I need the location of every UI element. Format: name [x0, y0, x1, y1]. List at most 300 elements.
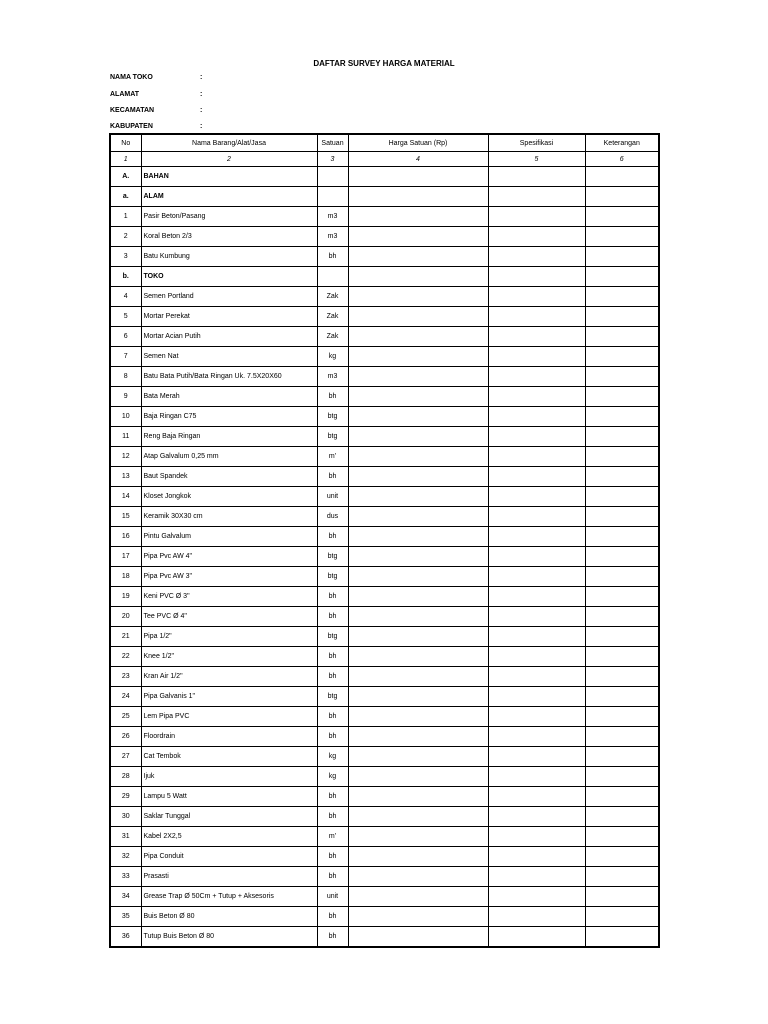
unit-price-cell — [348, 527, 488, 547]
specification-cell — [488, 247, 585, 267]
remarks-cell — [585, 187, 659, 207]
item-unit: dus — [317, 507, 348, 527]
item-name: Mortar Acian Putih — [141, 327, 317, 347]
table-row — [110, 787, 659, 807]
info-label: KABUPATEN — [110, 123, 153, 130]
specification-cell — [488, 467, 585, 487]
item-name: Ijuk — [141, 767, 317, 787]
info-separator: : — [200, 123, 203, 130]
item-unit: kg — [317, 767, 348, 787]
unit-price-cell — [348, 787, 488, 807]
specification-cell — [488, 487, 585, 507]
item-name: Reng Baja Ringan — [141, 427, 317, 447]
item-unit: kg — [317, 747, 348, 767]
remarks-cell — [585, 547, 659, 567]
unit-price-cell — [348, 227, 488, 247]
row-number: 9 — [110, 387, 141, 407]
row-number: 5 — [110, 307, 141, 327]
item-unit: m' — [317, 447, 348, 467]
item-name: Semen Portland — [141, 287, 317, 307]
remarks-cell — [585, 427, 659, 447]
unit-price-cell — [348, 887, 488, 907]
unit-price-cell — [348, 807, 488, 827]
row-number: 34 — [110, 887, 141, 907]
remarks-cell — [585, 647, 659, 667]
item-unit: Zak — [317, 307, 348, 327]
row-number: 21 — [110, 627, 141, 647]
row-number: 25 — [110, 707, 141, 727]
table-row — [110, 907, 659, 927]
remarks-cell — [585, 267, 659, 287]
item-unit: bh — [317, 847, 348, 867]
specification-cell — [488, 527, 585, 547]
item-unit: Zak — [317, 327, 348, 347]
table-row — [110, 207, 659, 227]
unit-price-cell — [348, 267, 488, 287]
item-unit: bh — [317, 707, 348, 727]
info-separator: : — [200, 107, 203, 114]
row-number: 8 — [110, 367, 141, 387]
unit-price-cell — [348, 767, 488, 787]
specification-cell — [488, 347, 585, 367]
remarks-cell — [585, 827, 659, 847]
table-row — [110, 767, 659, 787]
remarks-cell — [585, 467, 659, 487]
info-label: ALAMAT — [110, 91, 140, 98]
row-number: 23 — [110, 667, 141, 687]
info-line — [110, 123, 202, 130]
unit-price-cell — [348, 707, 488, 727]
section-row — [110, 187, 659, 207]
item-unit: bh — [317, 927, 348, 948]
row-number: 17 — [110, 547, 141, 567]
info-label: KECAMATAN — [110, 107, 155, 114]
row-number: 15 — [110, 507, 141, 527]
item-unit: btg — [317, 547, 348, 567]
row-number: 24 — [110, 687, 141, 707]
item-unit: bh — [317, 867, 348, 887]
item-name: Floordrain — [141, 727, 317, 747]
specification-cell — [488, 927, 585, 948]
item-unit: bh — [317, 807, 348, 827]
unit-price-cell — [348, 347, 488, 367]
table-row — [110, 447, 659, 467]
item-name: Tutup Buis Beton Ø 80 — [141, 927, 317, 948]
remarks-cell — [585, 287, 659, 307]
remarks-cell — [585, 307, 659, 327]
row-number: 35 — [110, 907, 141, 927]
header-unit: Satuan — [317, 134, 348, 152]
specification-cell — [488, 587, 585, 607]
item-name: Knee 1/2" — [141, 647, 317, 667]
unit-price-cell — [348, 207, 488, 227]
info-line — [110, 74, 202, 81]
item-name: Pintu Galvalum — [141, 527, 317, 547]
row-number: 36 — [110, 927, 141, 948]
item-name: Semen Nat — [141, 347, 317, 367]
unit-price-cell — [348, 847, 488, 867]
specification-cell — [488, 307, 585, 327]
item-name: Lampu 5 Watt — [141, 787, 317, 807]
item-unit: m3 — [317, 207, 348, 227]
specification-cell — [488, 607, 585, 627]
row-number: 11 — [110, 427, 141, 447]
unit-price-cell — [348, 907, 488, 927]
table-row — [110, 647, 659, 667]
remarks-cell — [585, 727, 659, 747]
table-row — [110, 527, 659, 547]
unit-price-cell — [348, 407, 488, 427]
unit-price-cell — [348, 427, 488, 447]
remarks-cell — [585, 167, 659, 187]
specification-cell — [488, 667, 585, 687]
remarks-cell — [585, 767, 659, 787]
table-row — [110, 827, 659, 847]
item-unit: btg — [317, 627, 348, 647]
header-item-name: Nama Barang/Alat/Jasa — [141, 134, 317, 152]
item-name: Baja Ringan C75 — [141, 407, 317, 427]
remarks-cell — [585, 387, 659, 407]
item-unit: m' — [317, 827, 348, 847]
item-unit — [317, 187, 348, 207]
item-unit: m3 — [317, 227, 348, 247]
row-number: 3 — [110, 247, 141, 267]
specification-cell — [488, 807, 585, 827]
row-number: 1 — [110, 207, 141, 227]
table-row — [110, 367, 659, 387]
item-unit — [317, 167, 348, 187]
item-unit: unit — [317, 887, 348, 907]
item-name: Cat Tembok — [141, 747, 317, 767]
table-header-row — [110, 134, 659, 152]
table-row — [110, 427, 659, 447]
remarks-cell — [585, 747, 659, 767]
item-name: Pipa Pvc AW 3" — [141, 567, 317, 587]
item-unit: bh — [317, 247, 348, 267]
unit-price-cell — [348, 587, 488, 607]
specification-cell — [488, 867, 585, 887]
specification-cell — [488, 767, 585, 787]
row-number: 13 — [110, 467, 141, 487]
specification-cell — [488, 687, 585, 707]
unit-price-cell — [348, 367, 488, 387]
row-number: a. — [110, 187, 141, 207]
info-line — [110, 91, 202, 98]
item-unit: kg — [317, 347, 348, 367]
item-name: TOKO — [141, 267, 317, 287]
remarks-cell — [585, 487, 659, 507]
item-name: Pasir Beton/Pasang — [141, 207, 317, 227]
column-number: 3 — [317, 152, 348, 167]
unit-price-cell — [348, 447, 488, 467]
unit-price-cell — [348, 507, 488, 527]
table-row — [110, 567, 659, 587]
row-number: 4 — [110, 287, 141, 307]
unit-price-cell — [348, 487, 488, 507]
remarks-cell — [585, 867, 659, 887]
remarks-cell — [585, 227, 659, 247]
row-number: 20 — [110, 607, 141, 627]
item-unit: Zak — [317, 287, 348, 307]
table-row — [110, 887, 659, 907]
item-name: Pipa Conduit — [141, 847, 317, 867]
item-unit: btg — [317, 567, 348, 587]
unit-price-cell — [348, 867, 488, 887]
specification-cell — [488, 207, 585, 227]
table-row — [110, 707, 659, 727]
item-name: Kran Air 1/2" — [141, 667, 317, 687]
item-name: Bata Merah — [141, 387, 317, 407]
table-row — [110, 607, 659, 627]
item-unit: bh — [317, 667, 348, 687]
table-row — [110, 227, 659, 247]
unit-price-cell — [348, 687, 488, 707]
row-number: 26 — [110, 727, 141, 747]
row-number: 29 — [110, 787, 141, 807]
remarks-cell — [585, 527, 659, 547]
item-name: Kloset Jongkok — [141, 487, 317, 507]
item-unit — [317, 267, 348, 287]
unit-price-cell — [348, 607, 488, 627]
row-number: 19 — [110, 587, 141, 607]
table-row — [110, 327, 659, 347]
item-unit: bh — [317, 787, 348, 807]
item-name: BAHAN — [141, 167, 317, 187]
item-unit: unit — [317, 487, 348, 507]
row-number: b. — [110, 267, 141, 287]
item-name: Lem Pipa PVC — [141, 707, 317, 727]
info-separator: : — [200, 74, 203, 81]
remarks-cell — [585, 927, 659, 948]
row-number: 18 — [110, 567, 141, 587]
specification-cell — [488, 407, 585, 427]
unit-price-cell — [348, 667, 488, 687]
specification-cell — [488, 727, 585, 747]
item-name: Batu Kumbung — [141, 247, 317, 267]
row-number: 28 — [110, 767, 141, 787]
item-name: Buis Beton Ø 80 — [141, 907, 317, 927]
unit-price-cell — [348, 287, 488, 307]
item-name: Pipa 1/2" — [141, 627, 317, 647]
remarks-cell — [585, 887, 659, 907]
row-number: 2 — [110, 227, 141, 247]
item-unit: bh — [317, 467, 348, 487]
unit-price-cell — [348, 467, 488, 487]
info-separator: : — [200, 91, 203, 98]
table-row — [110, 807, 659, 827]
remarks-cell — [585, 327, 659, 347]
specification-cell — [488, 747, 585, 767]
column-number: 6 — [585, 152, 659, 167]
unit-price-cell — [348, 727, 488, 747]
remarks-cell — [585, 787, 659, 807]
item-name: Saklar Tunggal — [141, 807, 317, 827]
table-row — [110, 687, 659, 707]
remarks-cell — [585, 587, 659, 607]
item-unit: bh — [317, 647, 348, 667]
specification-cell — [488, 647, 585, 667]
table-body — [110, 167, 659, 948]
unit-price-cell — [348, 167, 488, 187]
unit-price-cell — [348, 747, 488, 767]
table-row — [110, 627, 659, 647]
unit-price-cell — [348, 627, 488, 647]
section-row — [110, 267, 659, 287]
table-row — [110, 587, 659, 607]
table-row — [110, 247, 659, 267]
table-row — [110, 867, 659, 887]
column-number: 1 — [110, 152, 141, 167]
unit-price-cell — [348, 927, 488, 948]
item-name: Koral Beton 2/3 — [141, 227, 317, 247]
specification-cell — [488, 227, 585, 247]
specification-cell — [488, 567, 585, 587]
table-row — [110, 407, 659, 427]
column-number-row — [110, 152, 659, 167]
header-no: No — [110, 134, 141, 152]
specification-cell — [488, 267, 585, 287]
row-number: A. — [110, 167, 141, 187]
column-number: 4 — [348, 152, 488, 167]
header-specification: Spesifikasi — [488, 134, 585, 152]
specification-cell — [488, 507, 585, 527]
item-name: Baut Spandek — [141, 467, 317, 487]
item-unit: m3 — [317, 367, 348, 387]
remarks-cell — [585, 207, 659, 227]
row-number: 22 — [110, 647, 141, 667]
table-row — [110, 507, 659, 527]
remarks-cell — [585, 347, 659, 367]
remarks-cell — [585, 687, 659, 707]
table-row — [110, 287, 659, 307]
unit-price-cell — [348, 387, 488, 407]
specification-cell — [488, 887, 585, 907]
remarks-cell — [585, 567, 659, 587]
item-unit: btg — [317, 687, 348, 707]
remarks-cell — [585, 807, 659, 827]
unit-price-cell — [348, 187, 488, 207]
remarks-cell — [585, 627, 659, 647]
info-line — [110, 107, 202, 114]
remarks-cell — [585, 847, 659, 867]
table-row — [110, 307, 659, 327]
item-name: Kabel 2X2,5 — [141, 827, 317, 847]
unit-price-cell — [348, 327, 488, 347]
row-number: 27 — [110, 747, 141, 767]
specification-cell — [488, 907, 585, 927]
item-name: Grease Trap Ø 50Cm + Tutup + Aksesoris — [141, 887, 317, 907]
row-number: 33 — [110, 867, 141, 887]
specification-cell — [488, 427, 585, 447]
row-number: 6 — [110, 327, 141, 347]
remarks-cell — [585, 507, 659, 527]
document-title: DAFTAR SURVEY HARGA MATERIAL — [313, 59, 455, 68]
specification-cell — [488, 187, 585, 207]
specification-cell — [488, 827, 585, 847]
row-number: 14 — [110, 487, 141, 507]
specification-cell — [488, 707, 585, 727]
header-unit-price: Harga Satuan (Rp) — [348, 134, 488, 152]
item-name: Mortar Perekat — [141, 307, 317, 327]
item-name: Tee PVC Ø 4" — [141, 607, 317, 627]
specification-cell — [488, 627, 585, 647]
specification-cell — [488, 847, 585, 867]
specification-cell — [488, 167, 585, 187]
row-number: 12 — [110, 447, 141, 467]
table-row — [110, 747, 659, 767]
remarks-cell — [585, 367, 659, 387]
specification-cell — [488, 367, 585, 387]
unit-price-cell — [348, 827, 488, 847]
item-unit: bh — [317, 527, 348, 547]
table-row — [110, 387, 659, 407]
row-number: 10 — [110, 407, 141, 427]
table-row — [110, 467, 659, 487]
remarks-cell — [585, 667, 659, 687]
unit-price-cell — [348, 647, 488, 667]
row-number: 30 — [110, 807, 141, 827]
item-name: ALAM — [141, 187, 317, 207]
specification-cell — [488, 447, 585, 467]
remarks-cell — [585, 407, 659, 427]
table-row — [110, 667, 659, 687]
info-label: NAMA TOKO — [110, 74, 153, 81]
item-unit: bh — [317, 387, 348, 407]
row-number: 31 — [110, 827, 141, 847]
item-name: Keni PVC Ø 3" — [141, 587, 317, 607]
table-row — [110, 727, 659, 747]
material-price-table — [109, 133, 660, 948]
section-row — [110, 167, 659, 187]
remarks-cell — [585, 447, 659, 467]
item-unit: bh — [317, 727, 348, 747]
item-unit: bh — [317, 907, 348, 927]
row-number: 32 — [110, 847, 141, 867]
table-row — [110, 487, 659, 507]
unit-price-cell — [348, 307, 488, 327]
table-row — [110, 347, 659, 367]
item-unit: bh — [317, 587, 348, 607]
column-number: 5 — [488, 152, 585, 167]
item-name: Batu Bata Putih/Bata Ringan Uk. 7.5X20X60 — [141, 367, 317, 387]
remarks-cell — [585, 607, 659, 627]
item-unit: btg — [317, 427, 348, 447]
item-name: Keramik 30X30 cm — [141, 507, 317, 527]
specification-cell — [488, 787, 585, 807]
item-name: Pipa Galvanis 1" — [141, 687, 317, 707]
item-name: Prasasti — [141, 867, 317, 887]
row-number: 7 — [110, 347, 141, 367]
specification-cell — [488, 547, 585, 567]
remarks-cell — [585, 707, 659, 727]
table-row — [110, 927, 659, 948]
unit-price-cell — [348, 567, 488, 587]
item-name: Atap Galvalum 0,25 mm — [141, 447, 317, 467]
specification-cell — [488, 327, 585, 347]
unit-price-cell — [348, 547, 488, 567]
row-number: 16 — [110, 527, 141, 547]
specification-cell — [488, 287, 585, 307]
header-remarks: Keterangan — [585, 134, 659, 152]
item-unit: bh — [317, 607, 348, 627]
specification-cell — [488, 387, 585, 407]
remarks-cell — [585, 907, 659, 927]
unit-price-cell — [348, 247, 488, 267]
item-name: Pipa Pvc AW 4" — [141, 547, 317, 567]
item-unit: btg — [317, 407, 348, 427]
column-number: 2 — [141, 152, 317, 167]
table-row — [110, 547, 659, 567]
